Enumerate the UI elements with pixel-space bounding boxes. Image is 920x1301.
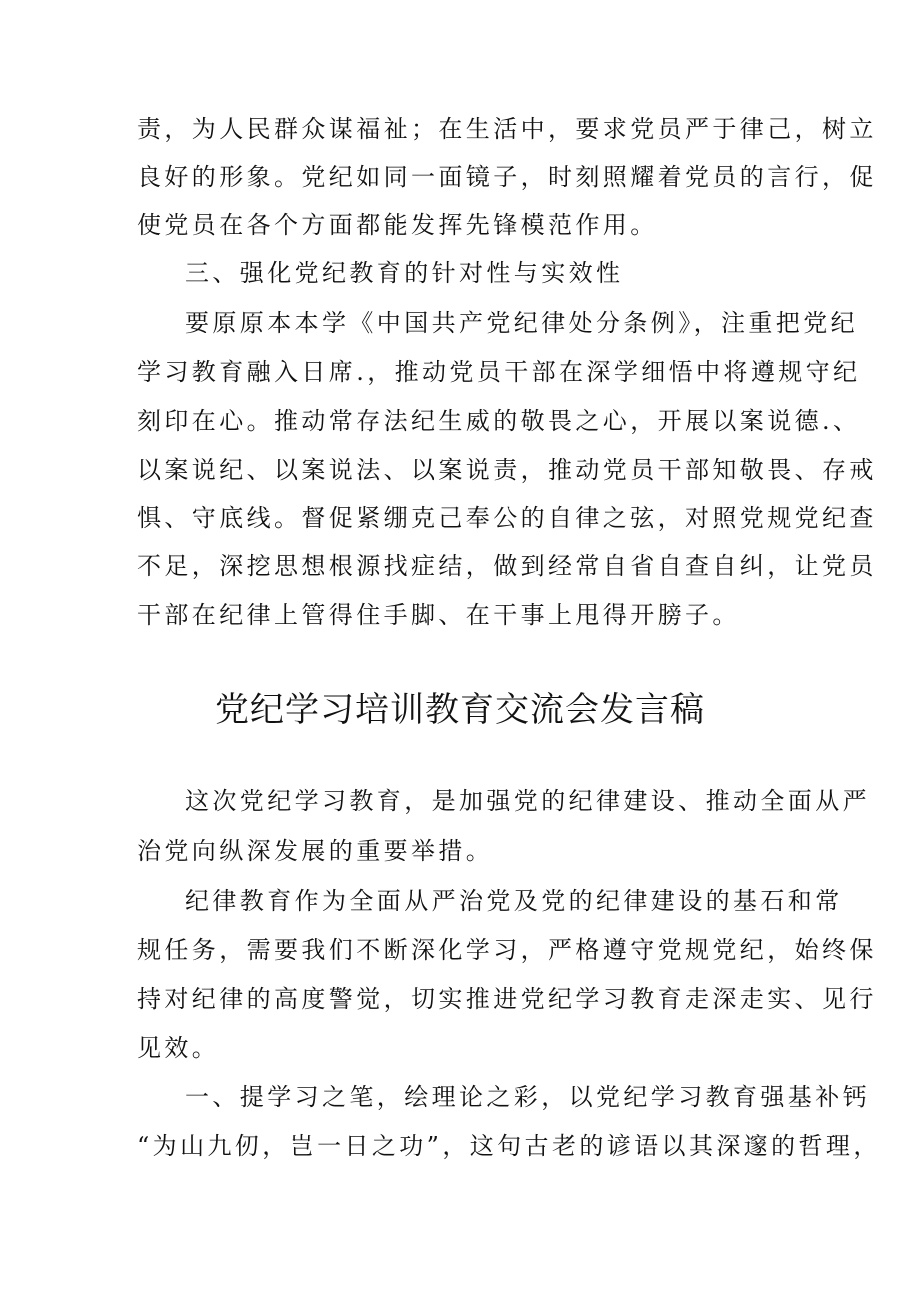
paragraph-line: 治党向纵深发展的重要举措。 — [137, 837, 494, 865]
paragraph-line: “为山九仞，岂一日之功”，这句古老的谚语以其深邃的哲理， — [137, 1132, 881, 1160]
paragraph-line: 惧、守底线。督促紧绷克己奉公的自律之弦，对照党规党纪查 — [137, 504, 877, 532]
paragraph-line: 干部在纪律上管得住手脚、在干事上甩得开膀子。 — [137, 601, 740, 629]
paragraph-line: 要原原本本学《中国共产党纪律处分条例》，注重把党纪 — [185, 309, 858, 337]
paragraph-line: 规任务，需要我们不断深化学习，严格遵守党规党纪，始终保 — [137, 936, 877, 964]
paragraph-line: 使党员在各个方面都能发挥先锋模范作用。 — [137, 211, 658, 239]
paragraph-line: 这次党纪学习教育，是加强党的纪律建设、推动全面从严 — [185, 787, 870, 815]
paragraph-line: 见效。 — [137, 1034, 220, 1062]
paragraph-line: 持对纪律的高度警觉，切实推进党纪学习教育走深走实、见行 — [137, 985, 877, 1013]
paragraph-line: 以案说纪、以案说法、以案说责，推动党员干部知敬畏、存戒 — [137, 456, 877, 484]
paragraph-line: 良好的形象。党纪如同一面镜子，时刻照耀着党员的言行，促 — [137, 163, 877, 191]
section-heading: 三、强化党纪教育的针对性与实效性 — [185, 259, 624, 287]
paragraph-line: 责，为人民群众谋福祉；在生活中，要求党员严于律己，树立 — [137, 115, 877, 143]
paragraph-line: 学习教育融入日席.，推动党员干部在深学细悟中将遵规守纪 — [137, 358, 861, 386]
section-heading: 一、提学习之笔，绘理论之彩，以党纪学习教育强基补钙 — [185, 1083, 870, 1111]
paragraph-line: 刻印在心。推动常存法纪生威的敬畏之心，开展以案说德.、 — [137, 407, 861, 435]
paragraph-line: 不足，深挖思想根源找症结，做到经常自省自查自纠，让党员 — [137, 552, 877, 580]
paragraph-line: 纪律教育作为全面从严治党及党的纪律建设的基石和常 — [185, 887, 843, 915]
document-title: 党纪学习培训教育交流会发言稿 — [215, 690, 705, 730]
